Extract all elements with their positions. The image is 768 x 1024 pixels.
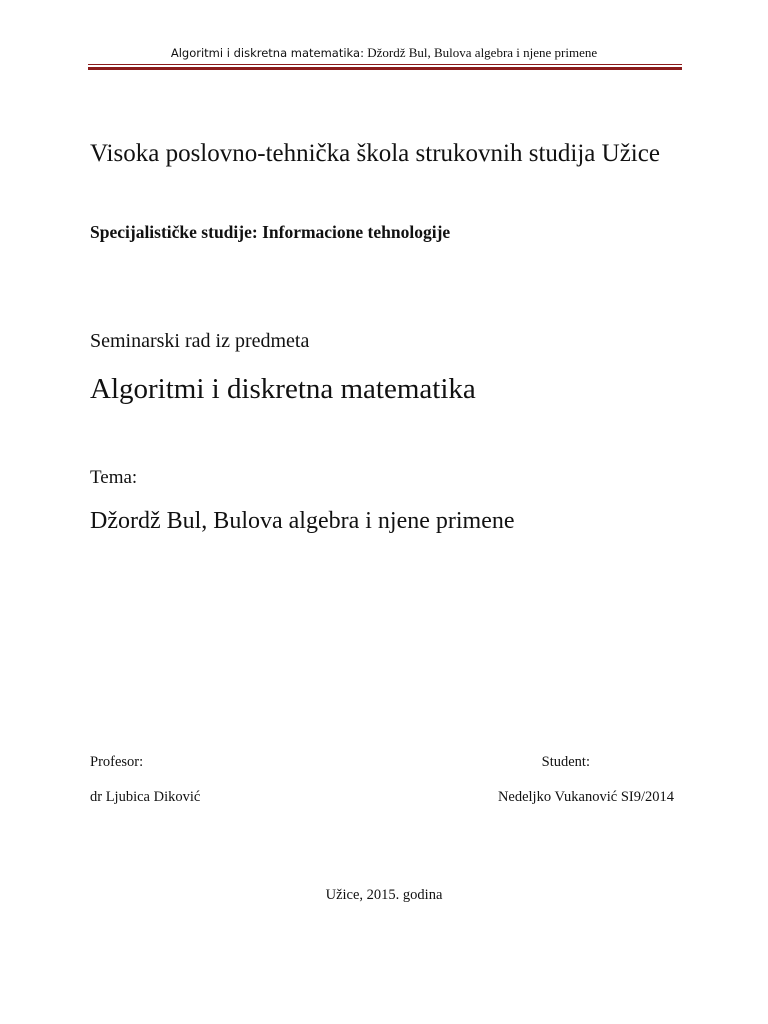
student-label: Student: [541, 754, 590, 770]
header-rule-thick [88, 67, 682, 70]
header-topic: Džordž Bul, Bulova algebra i njene primene [363, 45, 598, 60]
student-name: Nedeljko Vukanović SI9/2014 [497, 789, 674, 805]
study-program [90, 220, 450, 244]
topic-label: Tema: [90, 467, 138, 488]
header-course-title: Algoritmi i diskretna matematika: [170, 46, 364, 60]
study-prefix: Specijalističke studije [90, 222, 252, 242]
professor-label: Profesor: [90, 754, 144, 770]
topic-title: Džordž Bul, Bulova algebra i njene primene [90, 508, 515, 534]
institution-name: Visoka poslovno-tehnička škola strukovnih studija Užice [90, 140, 660, 167]
professor-name: dr Ljubica Diković [90, 789, 201, 805]
page-header [88, 44, 680, 62]
seminar-label: Seminarski rad iz predmeta [90, 330, 310, 352]
header-rule-thin [88, 64, 682, 65]
study-program-name: : Informacione tehnologije [251, 222, 451, 242]
subject-title: Algoritmi i diskretna matematika [90, 373, 476, 405]
place-and-date: Užice, 2015. godina [325, 887, 443, 903]
